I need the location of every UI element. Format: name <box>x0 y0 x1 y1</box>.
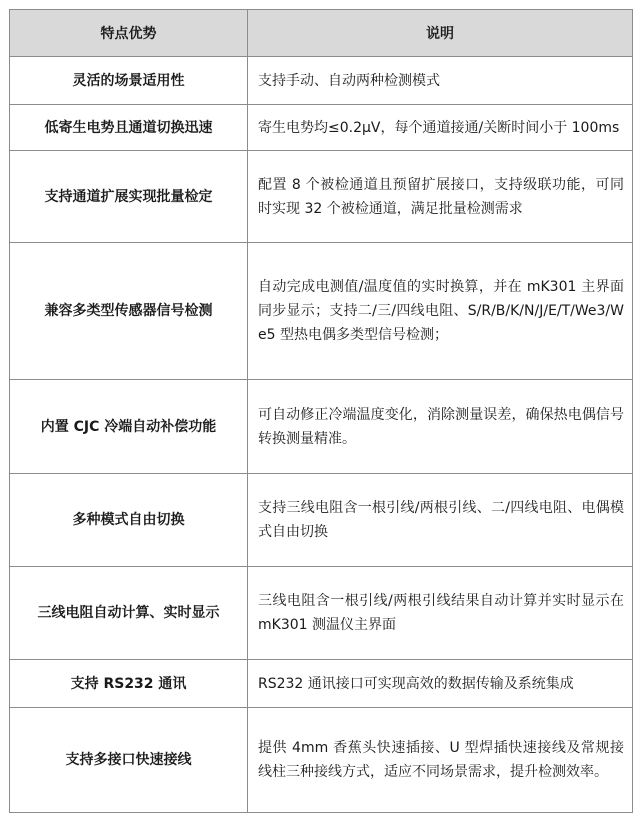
description-cell: 提供 4mm 香蕉头快速插接、U 型焊插快速接线及常规接线柱三种接线方式，适应不同场景需求，提升检测效率。 <box>248 708 633 813</box>
table-row <box>10 660 633 708</box>
feature-cell: 三线电阻自动计算、实时显示 <box>10 567 248 660</box>
table-row <box>10 151 633 243</box>
description-cell: 寄生电势均≤0.2μV，每个通道接通/关断时间小于 100ms <box>248 105 633 151</box>
header-description: 说明 <box>248 10 633 57</box>
table-row <box>10 105 633 151</box>
feature-cell: 多种模式自由切换 <box>10 474 248 567</box>
description-cell: RS232 通讯接口可实现高效的数据传输及系统集成 <box>248 660 633 708</box>
description-cell: 支持三线电阻含一根引线/两根引线、二/四线电阻、电偶模式自由切换 <box>248 474 633 567</box>
table-header-row <box>10 10 633 57</box>
table-row <box>10 567 633 660</box>
description-cell: 三线电阻含一根引线/两根引线结果自动计算并实时显示在 mK301 测温仪主界面 <box>248 567 633 660</box>
header-feature: 特点优势 <box>10 10 248 57</box>
feature-cell: 内置 CJC 冷端自动补偿功能 <box>10 380 248 474</box>
table-row <box>10 474 633 567</box>
feature-cell: 支持 RS232 通讯 <box>10 660 248 708</box>
feature-table-container <box>9 9 632 813</box>
feature-cell: 低寄生电势且通道切换迅速 <box>10 105 248 151</box>
description-cell: 支持手动、自动两种检测模式 <box>248 57 633 105</box>
description-cell: 配置 8 个被检通道且预留扩展接口，支持级联功能，可同时实现 32 个被检通道，满足批量检测需求 <box>248 151 633 243</box>
table-row <box>10 243 633 380</box>
feature-cell: 兼容多类型传感器信号检测 <box>10 243 248 380</box>
description-cell: 可自动修正冷端温度变化，消除测量误差，确保热电偶信号转换测量精准。 <box>248 380 633 474</box>
table-row <box>10 380 633 474</box>
feature-cell: 支持通道扩展实现批量检定 <box>10 151 248 243</box>
table-row <box>10 708 633 813</box>
feature-table <box>9 9 633 813</box>
feature-cell: 灵活的场景适用性 <box>10 57 248 105</box>
feature-cell: 支持多接口快速接线 <box>10 708 248 813</box>
table-row <box>10 57 633 105</box>
description-cell: 自动完成电测值/温度值的实时换算，并在 mK301 主界面同步显示；支持二/三/四线电阻、S/R/B/K/N/J/E/T/We3/We5 型热电偶多类型信号检测； <box>248 243 633 380</box>
